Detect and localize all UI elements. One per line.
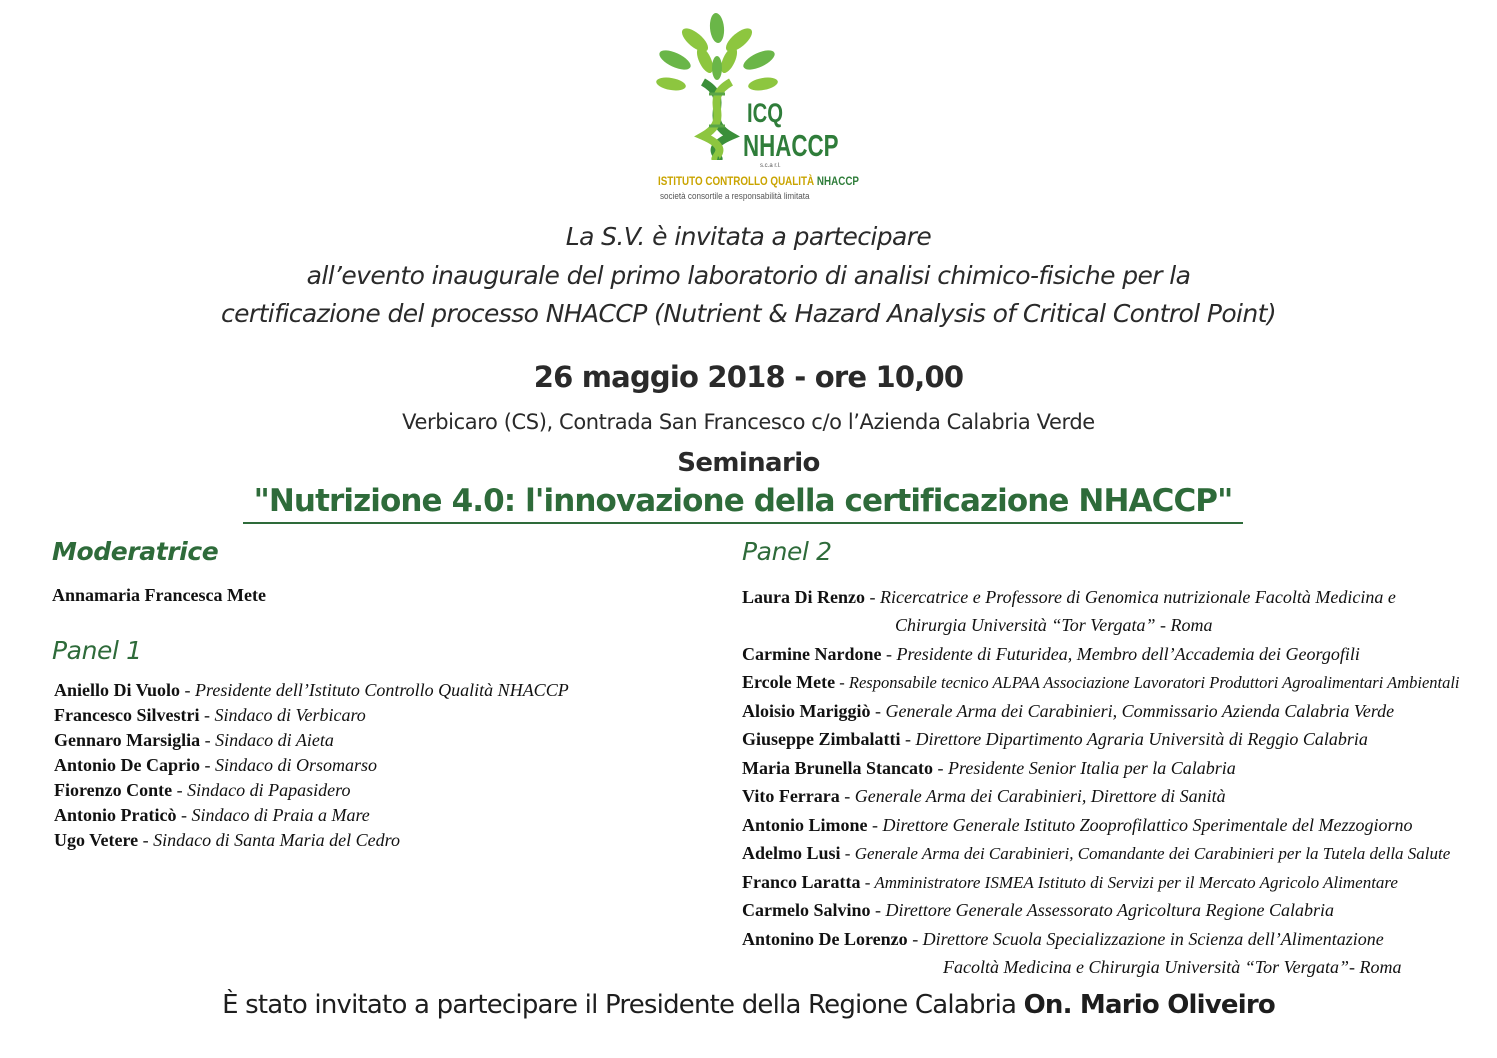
speaker-name: Ercole Mete: [742, 672, 836, 692]
logo-institute-b: NHACCP: [816, 174, 860, 188]
speaker-role: - Presidente di Futuridea, Membro dell’Accademia dei Georgofili: [881, 644, 1360, 664]
speaker-role: - Generale Arma dei Carabinieri, Comandante dei Carabinieri per la Tutela della Salute: [840, 844, 1451, 863]
speaker-role: - Sindaco di Praia a Mare: [176, 805, 370, 825]
panel1-item: [54, 680, 569, 701]
speaker-name: Vito Ferrara: [742, 786, 840, 806]
speaker-role: - Sindaco di Verbicaro: [199, 705, 366, 725]
speaker-name: Antonio De Caprio: [54, 755, 201, 775]
seminar-label: Seminario: [677, 448, 820, 478]
panel1-item: [54, 805, 370, 826]
panel1-item: [54, 830, 400, 851]
speaker-role: - Sindaco di Orsomarso: [200, 755, 378, 775]
speaker-role-continued: Facoltà Medicina e Chirurgia Università “Tor Vergata”- Roma: [943, 957, 1402, 977]
panel2-item: [742, 929, 1384, 950]
speaker-role: - Ricercatrice e Professore di Genomica nutrizionale Facoltà Medicina e: [865, 587, 1396, 607]
logo-scarl-text: s.c.a r.l.: [760, 163, 781, 169]
panel2-item: [742, 843, 1450, 864]
speaker-name: Antonio Limone: [742, 815, 868, 835]
event-location: Verbicaro (CS), Contrada San Francesco c/o l’Azienda Calabria Verde: [402, 410, 1095, 434]
speaker-name: Maria Brunella Stancato: [742, 758, 933, 778]
speaker-role: - Direttore Generale Istituto Zooprofilattico Sperimentale del Mezzogiorno: [867, 815, 1413, 835]
speaker-name: Carmine Nardone: [742, 644, 882, 664]
panel2-item: [742, 786, 1226, 807]
speaker-name: Laura Di Renzo: [742, 587, 865, 607]
panel1-item: [54, 780, 350, 801]
speaker-role: - Sindaco di Papasidero: [172, 780, 351, 800]
panel2-item: [742, 644, 1360, 665]
speaker-name: Antonino De Lorenzo: [742, 929, 908, 949]
panel2-item: [742, 900, 1334, 921]
moderator-name: Annamaria Francesca Mete: [52, 585, 266, 605]
speaker-name: Francesco Silvestri: [54, 705, 200, 725]
speaker-name: Antonio Praticò: [54, 805, 177, 825]
speaker-role: - Direttore Generale Assessorato Agricoltura Regione Calabria: [870, 900, 1334, 920]
logo-company-type: società consortile a responsabilità limitata: [660, 191, 810, 201]
intro-line-3: certificazione del processo NHACCP (Nutrient & Hazard Analysis of Critical Control Point): [221, 299, 1276, 328]
speaker-name: Gennaro Marsiglia: [54, 730, 201, 750]
footer-invitation: [0, 990, 1497, 1020]
panel1-item: [54, 755, 377, 776]
seminar-title: "Nutrizione 4.0: l'innovazione della certificazione NHACCP": [243, 483, 1243, 524]
panel2-item: [742, 587, 1396, 608]
speaker-name: Giuseppe Zimbalatti: [742, 729, 901, 749]
speaker-role-continued: Chirurgia Università “Tor Vergata” - Roma: [895, 615, 1213, 635]
speaker-name: Carmelo Salvino: [742, 900, 871, 920]
speaker-role: - Responsabile tecnico ALPAA Associazione Lavoratori Produttori Agroalimentari Ambientali: [835, 673, 1460, 692]
speaker-name: Ugo Vetere: [54, 830, 139, 850]
speaker-name: Aloisio Mariggiò: [742, 701, 871, 721]
panel2-item: [742, 729, 1368, 750]
footer-guest-name: On. Mario Oliveiro: [1023, 990, 1275, 1020]
logo-nhaccp-text: NHACCP: [743, 128, 839, 163]
logo-icq-text: ICQ: [747, 98, 784, 128]
speaker-role: - Presidente Senior Italia per la Calabria: [933, 758, 1236, 778]
speaker-role: - Direttore Dipartimento Agraria Università di Reggio Calabria: [900, 729, 1368, 749]
panel2-item: [742, 701, 1394, 722]
speaker-name: Fiorenzo Conte: [54, 780, 173, 800]
footer-text: È stato invitato a partecipare il Presidente della Regione Calabria: [222, 990, 1024, 1020]
panel1-item: [54, 705, 366, 726]
panel1-item: [54, 730, 334, 751]
panel2-item: [742, 815, 1412, 836]
panel2-item: [742, 758, 1236, 779]
intro-line-2: all’evento inaugurale del primo laboratorio di analisi chimico-fisiche per la: [306, 261, 1191, 290]
logo-institute-name: [658, 174, 860, 188]
speaker-role: - Amministratore ISMEA Istituto di Servizi per il Mercato Agricolo Alimentare: [860, 873, 1398, 892]
speaker-name: Adelmo Lusi: [742, 843, 841, 863]
speaker-name: Aniello Di Vuolo: [54, 680, 181, 700]
speaker-role: - Sindaco di Aieta: [200, 730, 334, 750]
moderatrice-heading: Moderatrice: [52, 537, 219, 566]
icq-nhaccp-logo: [655, 10, 860, 205]
speaker-role: - Presidente dell’Istituto Controllo Qualità NHACCP: [180, 680, 569, 700]
intro-line-1: La S.V. è invitata a partecipare: [565, 222, 932, 251]
speaker-role: - Generale Arma dei Carabinieri, Commissario Azienda Calabria Verde: [870, 701, 1395, 721]
speaker-name: Franco Laratta: [742, 872, 861, 892]
speaker-role: - Sindaco di Santa Maria del Cedro: [138, 830, 400, 850]
panel1-heading: Panel 1: [52, 636, 142, 665]
panel2-item: [742, 872, 1398, 893]
speaker-role: - Generale Arma dei Carabinieri, Direttore di Sanità: [839, 786, 1226, 806]
event-date: 26 maggio 2018 - ore 10,00: [533, 360, 964, 394]
panel2-item: [742, 672, 1460, 693]
panel2-heading: Panel 2: [742, 537, 832, 566]
logo-institute-a: ISTITUTO CONTROLLO QUALITÀ: [658, 174, 815, 188]
speaker-role: - Direttore Scuola Specializzazione in Scienza dell’Alimentazione: [907, 929, 1384, 949]
